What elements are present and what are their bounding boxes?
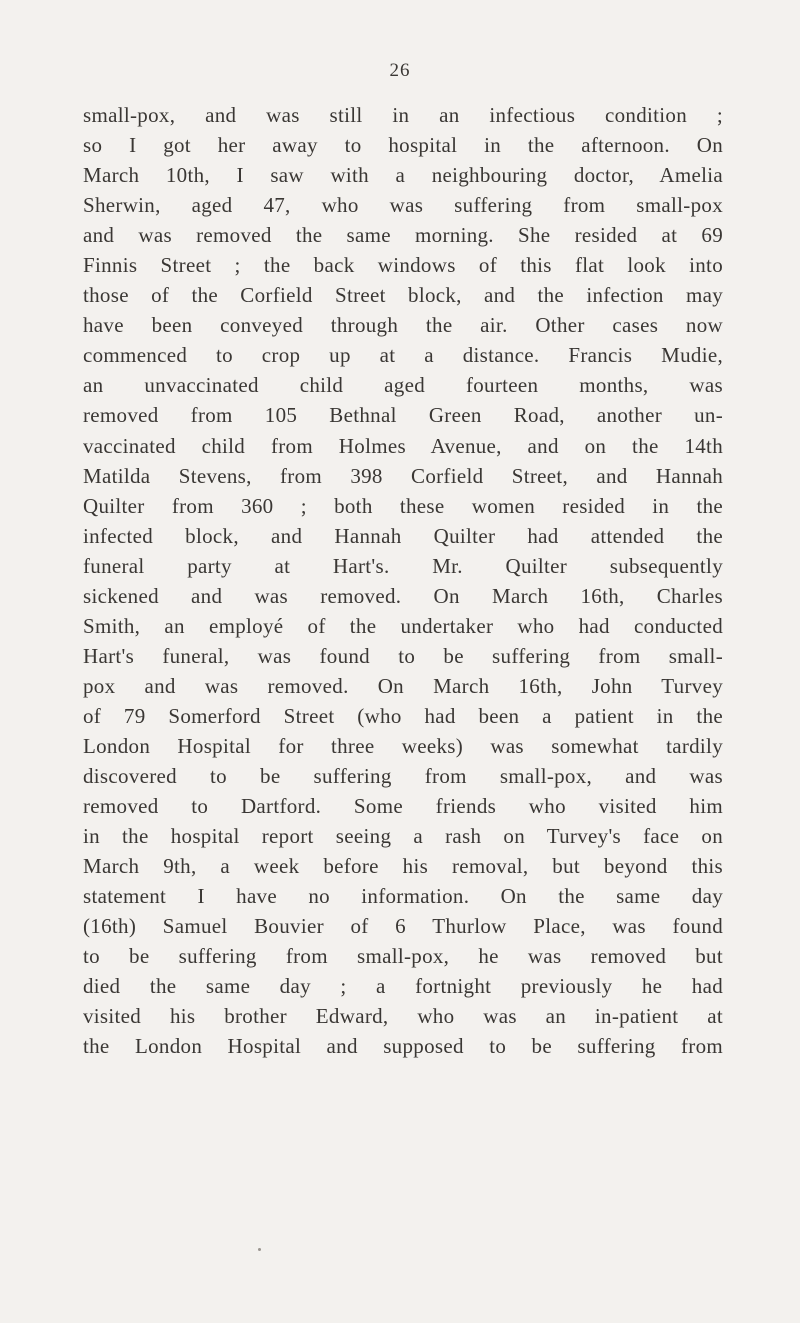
text-line: funeral party at Hart's. Mr. Quilter subsequently bbox=[83, 553, 723, 578]
text-line: died the same day ; a fortnight previously he had bbox=[83, 974, 723, 999]
text-line: of 79 Somerford Street (who had been a patient in the bbox=[83, 703, 723, 728]
text-line: have been conveyed through the air. Other cases now bbox=[83, 313, 723, 338]
text-line: Sherwin, aged 47, who was suffering from small-pox bbox=[83, 193, 723, 218]
body-text bbox=[83, 100, 723, 1062]
text-line: Smith, an employé of the undertaker who had conducted bbox=[83, 613, 723, 638]
text-line: Quilter from 360 ; both these women resided in the bbox=[83, 493, 723, 518]
text-line: small-pox, and was still in an infectious condition ; bbox=[83, 103, 723, 127]
paper-speck bbox=[258, 1248, 261, 1251]
text-line: vaccinated child from Holmes Avenue, and on the 14th bbox=[83, 433, 723, 458]
text-line: Matilda Stevens, from 398 Corfield Street, and Hannah bbox=[83, 463, 723, 488]
text-line: (16th) Samuel Bouvier of 6 Thurlow Place, was found bbox=[83, 914, 723, 939]
text-line: the London Hospital and supposed to be suffering from bbox=[83, 1034, 723, 1059]
text-line: statement I have no information. On the same day bbox=[83, 884, 723, 909]
text-line: sickened and was removed. On March 16th, Charles bbox=[83, 583, 723, 608]
text-line: March 9th, a week before his removal, but beyond this bbox=[83, 854, 723, 879]
text-line: Finnis Street ; the back windows of this flat look into bbox=[83, 253, 723, 278]
text-line: pox and was removed. On March 16th, John Turvey bbox=[83, 673, 723, 698]
text-line: an unvaccinated child aged fourteen months, was bbox=[83, 373, 723, 398]
page-number: 26 bbox=[389, 60, 411, 81]
text-line: March 10th, I saw with a neighbouring doctor, Amelia bbox=[83, 163, 723, 188]
text-line: visited his brother Edward, who was an in-patient at bbox=[83, 1004, 723, 1029]
text-line: removed from 105 Bethnal Green Road, another un- bbox=[83, 403, 723, 428]
text-line: Hart's funeral, was found to be suffering from small- bbox=[83, 643, 723, 668]
text-line: so I got her away to hospital in the afternoon. On bbox=[83, 133, 723, 158]
text-line: to be suffering from small-pox, he was removed but bbox=[83, 944, 723, 969]
text-line: and was removed the same morning. She resided at 69 bbox=[83, 223, 723, 248]
text-line: commenced to crop up at a distance. Francis Mudie, bbox=[83, 343, 723, 368]
text-line: discovered to be suffering from small-pox, and was bbox=[83, 764, 723, 789]
text-line: those of the Corfield Street block, and the infection may bbox=[83, 283, 723, 308]
text-line: in the hospital report seeing a rash on Turvey's face on bbox=[83, 824, 723, 849]
text-line: infected block, and Hannah Quilter had attended the bbox=[83, 523, 723, 548]
text-line: London Hospital for three weeks) was somewhat tardily bbox=[83, 733, 723, 758]
text-line: removed to Dartford. Some friends who visited him bbox=[83, 794, 723, 819]
